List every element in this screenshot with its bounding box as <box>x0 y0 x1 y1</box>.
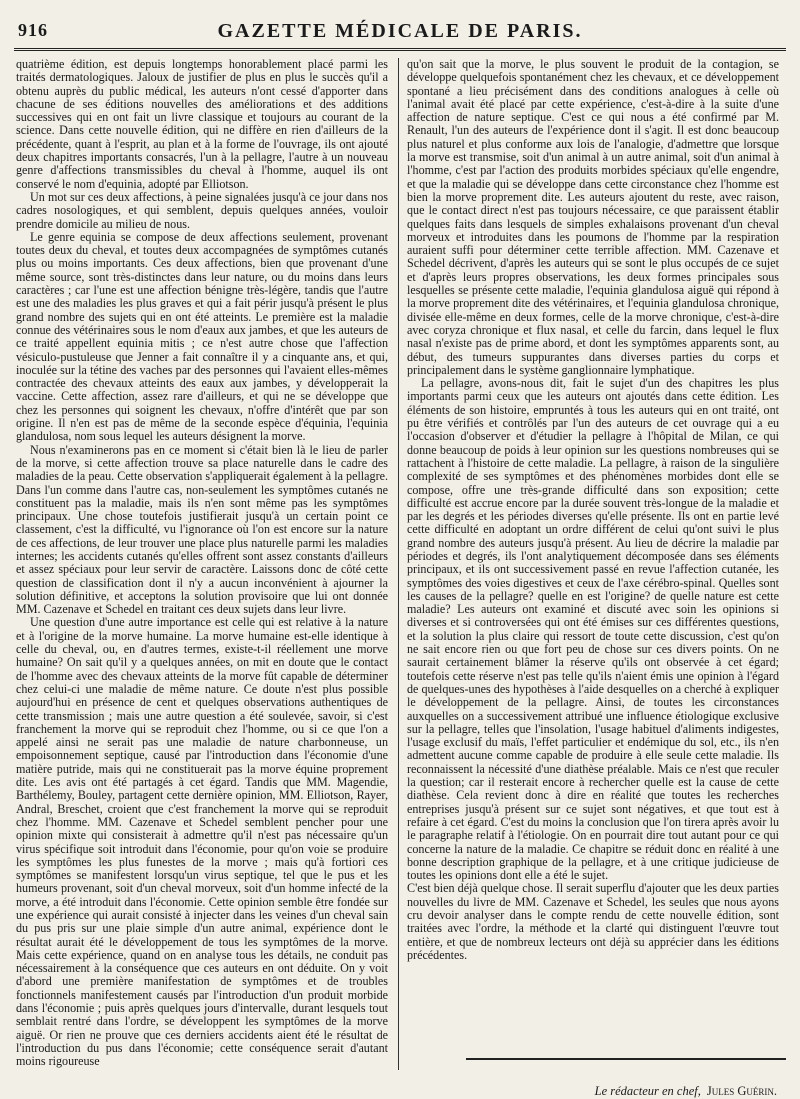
signature-rule <box>466 1058 786 1060</box>
signature-role: Le rédacteur en chef, <box>594 1084 701 1098</box>
journal-title: GAZETTE MÉDICALE DE PARIS. <box>217 20 583 42</box>
left-column <box>16 58 388 1069</box>
article-body <box>14 57 786 1098</box>
editor-signature <box>407 1084 777 1099</box>
right-column <box>407 58 779 962</box>
page-header <box>14 8 786 51</box>
paragraph: La pellagre, avons-nous dit, fait le sujet d'un des chapitres les plus importants parmi ceux que les auteurs ont ajoutés dans cette édition. Les éléments de son histoire, empruntés à tous les auteurs qui en ont traité, ont pu être vérifiés et contrôlés par l'un des auteurs de cet ouvrage qui a eu l'occasion d'observer et d'étudier la pellagre à l'hôpital de Milan, ce qui donne beaucoup de poids à leur opinion sur les questions nombreuses qui se rattachent à l'histoire de cette maladie. La pellagre, à raison de la singulière complexité de ses symptômes et des phénomènes morbides dont elle se compose, offre une très-grande difficulté dans son exposition; cette difficulté est accrue encore par la durée souvent très-longue de la maladie et par les degrés et les périodes diverses qu'elle présente. Ils ont en partie levé cette difficulté en adoptant un ordre différent de celui qu'ont suivi le plus grand nombre des auteurs jusqu'à présent. Au lieu de décrire la maladie par périodes et degrés, ils l'ont analytiquement décomposée dans ses éléments principaux, et ils ont successivement passé en revue l'affection cutanée, les symptômes des voies digestives et ceux de l'axe cérébro-spinal. Quelles sont les causes de la pellagre? quelle en est l'origine? de quelle nature est cette maladie? Les auteurs ont examiné et discuté avec soin les opinions si diverses et si controversées qui ont été émises sur ces différentes questions, et la solution la plus claire qui ressort de toute cette discussion, c'est qu'on ne sait encore rien ou que fort peu de chose sur ces divers points. On ne saurait certainement blâmer la réserve qu'ils ont observée à cet égard; toutefois cette réserve n'est pas telle qu'ils n'aient émis une opinion à l'égard de quelques-unes des hypothèses à l'aide desquelles on a cherché à expliquer le développement de la pellagre. Ainsi, de toutes les circonstances auxquelles on a successivement attribué une influence étiologique exclusive sur la pellagre, telles que l'insolation, l'usage habituel d'aliments indigestes, l'usage exclusif du maïs, l'effet particulier et endémique du sol, etc., ils n'en admettent aucune comme capable de produire à elle seule cette maladie. Ils reconnaissent la nécessité d'une diathèse préalable. Mais ce n'est que reculer la question; car il resterait encore à rechercher quelle est la cause de cette diathèse. Cela revient donc à dire en réalité que toutes les recherches entreprises jusqu'à présent sur ce sujet sont négatives, et que tout est à refaire à cet égard. C'est du moins la conclusion que l'on tirera après avoir lu le paragraphe relatif à l'étiologie. On en pourrait dire tout autant pour ce qui concerne la nature de la maladie. Ce chapitre se réduit donc en réalité à une bonne description graphique de la pellagre, et à une critique judicieuse de toutes les opinions dont elle a été le sujet. <box>407 376 779 883</box>
paragraph: Le genre equinia se compose de deux affections seulement, provenant toutes deux du cheval, et toutes deux accompagnées de symptômes cutanés plus ou moins importants. Ces deux affections, bien que provenant d'une même source, sont très-distinctes dans leur nature, ou du moins dans leurs caractères ; car l'une est une affection bénigne très-légère, tandis que l'autre est une des maladies les plus graves et qui a fait périr jusqu'à présent le plus grand nombre des sujets qui en ont été atteints. Le première est la maladie connue des vétérinaires sous le nom d'eaux aux jambes, et que les auteurs de ce traité appellent equinia mitis ; ce n'est autre chose que l'affection vésiculo-pustuleuse que Jenner a fait connaître il y a cinquante ans, et qui, inoculée sur la tétine des vaches par des personnes qui l'avaient elles-mêmes contractée des chevaux atteints des eaux aux jambes, y développerait la vaccine. Cette affection, assez rare d'ailleurs, et qui ne se développe que chez les personnes qui soignent les chevaux, n'offre d'intérêt que par son origine. Il n'en est pas de même de la seconde espèce d'équinia, l'equinia glandulosa, nom sous lequel les auteurs désignent la morve. <box>16 229 388 444</box>
column-divider <box>398 58 399 1070</box>
paragraph: quatrième édition, est depuis longtemps honorablement placé parmi les traités dermatologiques. Jaloux de justifier de plus en plus le succès qu'il a obtenu auprès du public médical, les auteurs n'ont cessé d'apporter dans chacune de ses éditions nouvelles des améliorations et des additions successives qui en ont fait un livre classique et toujours au courant de la science. Dans cette nouvelle édition, qui ne diffère en rien d'ailleurs de la précédente, quant à l'esprit, au plan et à la forme de l'ouvrage, ils ont ajouté deux chapitres importants consacrés, l'un à la pellagre, l'autre à un nouveau genre d'affections transmissibles du cheval à l'homme, auquel ils ont conservé le nom d'equinia, adopté par Elliotson. <box>16 57 388 191</box>
signature-name: Jules Guérin. <box>706 1084 777 1098</box>
paragraph: Un mot sur ces deux affections, à peine signalées jusqu'à ce jour dans nos cadres nosologiques, et qui semblent, depuis quelques années, vouloir prendre domicile au milieu de nous. <box>16 189 388 231</box>
newspaper-page <box>14 8 786 1098</box>
paragraph: C'est bien déjà quelque chose. Il serait superflu d'ajouter que les deux parties nouvelles du livre de MM. Cazenave et Schedel, les seules que nous ayons cru devoir analyser dans le compte rendu de cette nouvelle édition, sont traitées avec l'ordre, la méthode et la clarté qui distinguent l'œuvre tout entière, et que de nombreux lecteurs ont déjà su apprécier dans les éditions précédentes. <box>407 881 779 962</box>
page-number: 916 <box>18 20 48 40</box>
paragraph: Nous n'examinerons pas en ce moment si c'était bien là le lieu de parler de la morve, si cette affection trouve sa place naturelle dans le cadre des maladies de la peau. Cette observation s'appliquerait également à la pellagre. Dans l'un comme dans l'autre cas, non-seulement les symptômes cutanés ne constituent pas la maladie, mais ils n'en sont même pas les symptômes principaux. Une chose toutefois justifierait jusqu'à un certain point ce classement, c'est la difficulté, vu l'ignorance où l'on est encore sur la nature de ces affections, de leur trouver une place plus naturelle parmi les maladies internes; les accidents cutanés qu'elles offrent sont assez constants d'ailleurs et assez spéciaux pour leur servir de caractère. Laissons donc de côté cette question de classification dont il n'y a aucun inconvénient à ajourner la solution définitive, et acceptons la solution provisoire que lui ont donnée MM. Cazenave et Schedel en traitant ces deux sujets dans leur livre. <box>16 442 388 617</box>
paragraph: Une question d'une autre importance est celle qui est relative à la nature et à l'origine de la morve humaine. La morve humaine est-elle identique à celle du cheval, ou, en d'autres termes, existe-t-il réellement une morve humaine? On sait qu'il y a quelques années, on mit en doute que le contact de l'homme avec des chevaux atteints de la morve fût capable de déterminer chez celui-ci une maladie de même nature. Ce doute n'est plus possible aujourd'hui en présence de cent et quelques observations authentiques de cette transmission ; mais une autre question a été soulevée, savoir, si c'est franchement la morve qui se reproduit chez l'homme, ou si ce que l'on a appelé ainsi ne serait pas une maladie de nature charbonneuse, un empoisonnement septique, causé par l'introduction dans l'économie d'une matière putride, mais qui ne constituerait pas la morve équine proprement dite. Les avis ont été partagés à cet égard. Tandis que MM. Magendie, Barthélemy, Bouley, partagent cette dernière opinion, MM. Elliotson, Rayer, Andral, Breschet, croient que c'est franchement la morve qui se reproduit chez l'homme. MM. Cazenave et Schedel semblent pencher pour une opinion mixte qui consisterait à admettre qu'il n'est pas nécessaire qu'un virus spécifique soit introduit dans l'économie, pour qu'on voie se produire les symptômes les plus funestes de la morve ; mais qu'à fortiori ces symptômes se manifestent lorsqu'un virus septique, tel que le pus et les humeurs provenant, soit d'un cheval morveux, soit d'un homme infecté de la morve, a été introduit dans l'économie. Cette opinion semble être fondée sur une expérience qui aurait consisté à injecter dans les veines d'un cheval sain du pus pris sur une plaie simple d'un autre animal, expérience dont le résultat aurait été le développement de tous les symptômes de la morve. Mais cette expérience, quand on en analyse tous les détails, ne conduit pas nécessairement à la conséquence que ces auteurs en ont déduite. On y voit d'abord une première manifestation de symptômes et de troubles fonctionnels manifestement causés par l'introduction d'un produit morbide dans l'économie ; puis après quelques jours d'intervalle, durant lesquels tout semblait rentré dans l'ordre, se développent les symptômes de la morve aiguë. Or rien ne prouve que ces derniers accidents aient été le résultat de l'introduction du pus dans l'économie; cette conséquence serait d'autant moins rigoureuse <box>16 615 388 1069</box>
paragraph: qu'on sait que la morve, le plus souvent le produit de la contagion, se développe quelquefois spontanément chez les chevaux, et ce développement spontané a lieu précisément dans des conditions analogues à celle où l'animal avait été placé par cette expérience, c'est-à-dire à la suite d'une affection de nature septique. C'est ce qui nous a été confirmé par M. Renault, l'un des auteurs de l'expérience dont il s'agit. Il est donc beaucoup plus naturel et plus conforme aux lois de l'analogie, d'admettre que lorsque la morve est transmise, soit d'un animal à un autre animal, soit d'un animal à l'homme, c'est par l'action des produits morbides spéciaux qu'elle engendre, et que la maladie qui se développe dans cette circonstance chez l'homme est bien la morve proprement dite. Les auteurs ajoutent du reste, avec raison, que le contact direct n'est pas toujours nécessaire, ce que paraissent établir quelques faits dans lesquels de simples exhalaisons provenant d'un cheval morveux et introduites dans les poumons de l'homme par la respiration auraient suffi pour déterminer cette terrible affection. MM. Cazenave et Schedel décrivent, d'après les auteurs qui se sont le plus occupés de ce sujet et d'après leurs propres observations, les deux formes principales sous lesquelles se présente cette maladie, l'equinia glandulosa aiguë qui répond à la morve proprement dite des vétérinaires, et l'equinia glandulosa chronique, divisée elle-même en deux formes, celle de la morve chronique, c'est-à-dire avec coryza chronique et flux nasal, et celle du farcin, dans lequel le flux nasal n'existe pas de prime abord, et dont les symptômes apparents sont, au début, des tumeurs suppurantes dans diverses parties du corps et principalement dans le système ganglionnaire lymphatique. <box>407 57 779 377</box>
